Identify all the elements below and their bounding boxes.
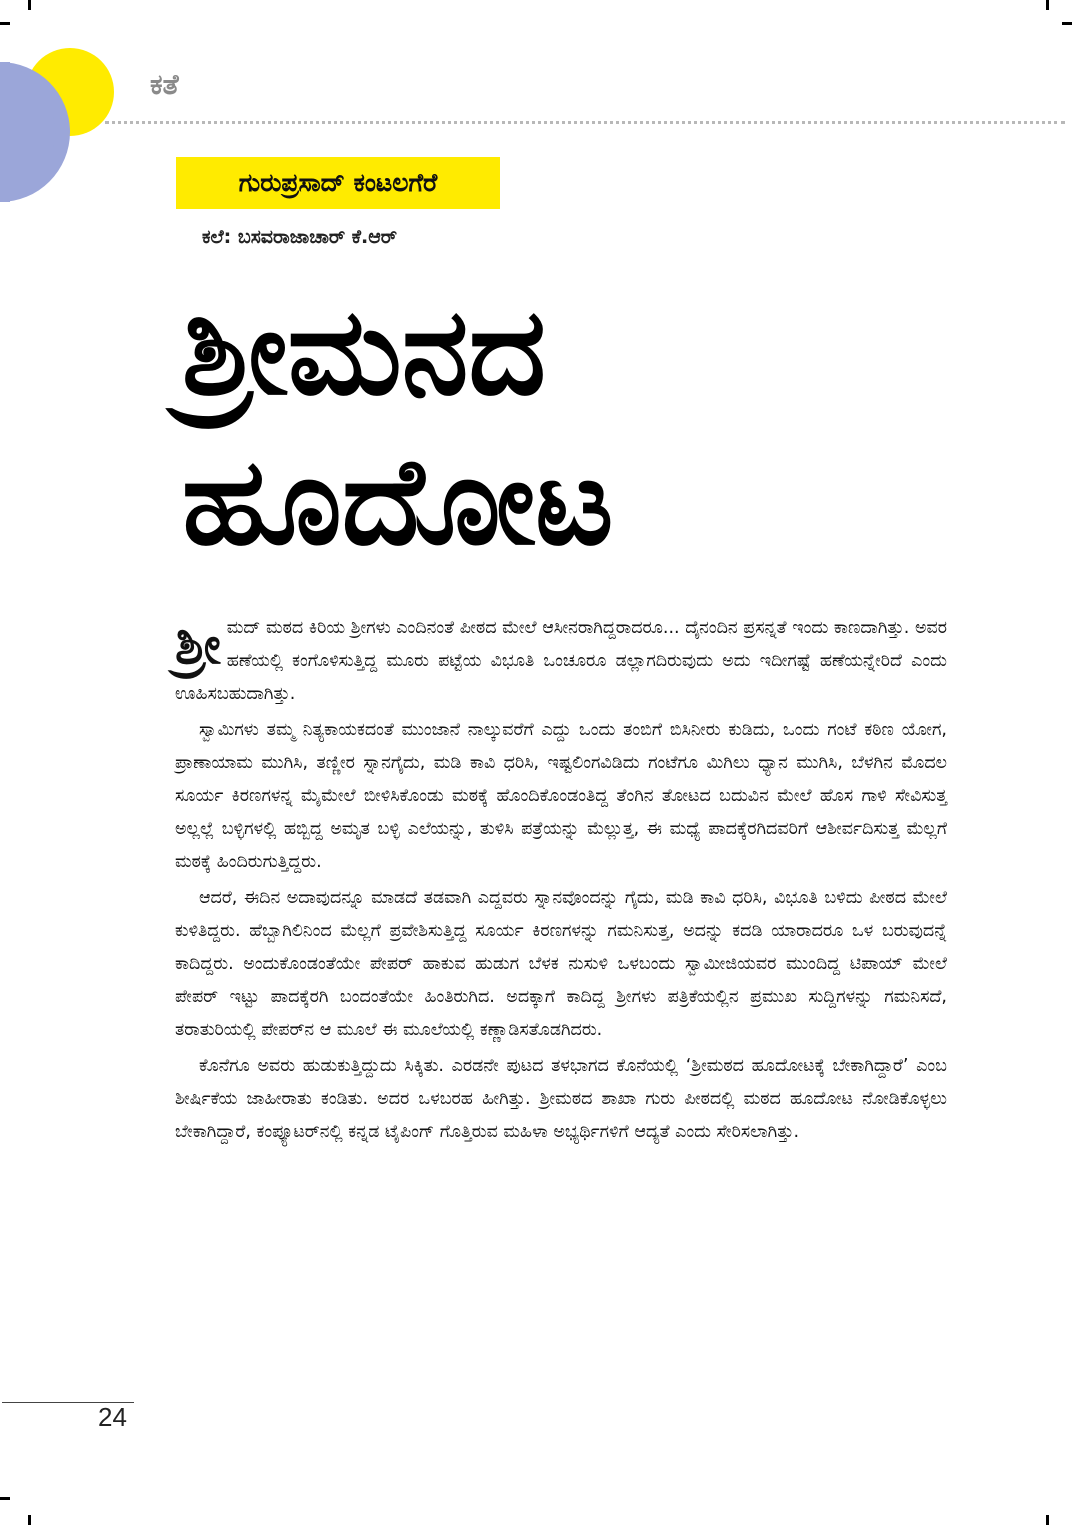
paragraph-1-text: ಮದ್ ಮಠದ ಕಿರಿಯ ಶ್ರೀಗಳು ಎಂದಿನಂತೆ ಪೀಠದ ಮೇಲೆ ಆಸೀನರಾಗಿದ್ದರಾದರೂ... ದೈನಂದಿನ ಪ್ರಸನ್ನತೆ ಇಂದು ಕಾಣದಾಗಿತ್ತು. ಅವರ ಹಣೆಯಲ್ಲಿ ಕಂಗೊಳಿಸುತ್ತಿದ್ದ ಮೂರು ಪಟ್ಟೆಯ ವಿಭೂತಿ ಒಂಚೂರೂ ಡಲ್ಲಾಗದಿರುವುದು ಅದು ಇದೀಗಷ್ಟೆ ಹಣೆಯನ್ನೇರಿದೆ ಎಂದು ಊಹಿಸಬಹುದಾಗಿತ್ತು. [175,618,947,704]
decorative-circles [0,0,130,220]
dotted-divider [105,121,1065,124]
drop-cap: ಶ್ರೀ [175,616,221,676]
story-title [182,278,862,578]
paragraph-2: ಸ್ವಾಮಿಗಳು ತಮ್ಮ ನಿತ್ಯಕಾಯಕದಂತೆ ಮುಂಜಾನೆ ನಾಲ್ಕುವರೆಗೆ ಎದ್ದು ಒಂದು ತಂಬಿಗೆ ಬಿಸಿನೀರು ಕುಡಿದು, ಒಂದು ಗಂಟೆ ಕಠಿಣ ಯೋಗ, ಪ್ರಾಣಾಯಾಮ ಮುಗಿಸಿ, ತಣ್ಣೀರ ಸ್ನಾನಗೈದು, ಮಡಿ ಕಾವಿ ಧರಿಸಿ, ಇಷ್ಟಲಿಂಗವಿಡಿದು ಗಂಟೆಗೂ ಮಿಗಿಲು ಧ್ಯಾನ ಮುಗಿಸಿ, ಬೆಳಗಿನ ಮೊದಲ ಸೂರ್ಯ ಕಿರಣಗಳನ್ನ ಮೈಮೇಲೆ ಬೀಳಿಸಿಕೊಂಡು ಮಠಕ್ಕೆ ಹೊಂದಿಕೊಂಡಂತಿದ್ದ ತೆಂಗಿನ ತೋಟದ ಬದುವಿನ ಮೇಲೆ ಹೊಸ ಗಾಳಿ ಸೇವಿಸುತ್ತ ಅಲ್ಲಲ್ಲೆ ಬಳ್ಳಿಗಳಲ್ಲಿ ಹಬ್ಬಿದ್ದ ಅಮೃತ ಬಳ್ಳಿ ಎಲೆಯನ್ನು, ತುಳಿಸಿ ಪತ್ರೆಯನ್ನು ಮೆಲ್ಲುತ್ತ, ಈ ಮಧ್ಯೆ ಪಾದಕ್ಕೆರಗಿದವರಿಗೆ ಆಶೀರ್ವದಿಸುತ್ತ ಮೆಲ್ಲಗೆ ಮಠಕ್ಕೆ ಹಿಂದಿರುಗುತ್ತಿದ್ದರು. [175,720,947,872]
paragraph-3: ಆದರೆ, ಈದಿನ ಅದಾವುದನ್ನೂ ಮಾಡದೆ ತಡವಾಗಿ ಎದ್ದವರು ಸ್ನಾನವೊಂದನ್ನು ಗೈದು, ಮಡಿ ಕಾವಿ ಧರಿಸಿ, ವಿಭೂತಿ ಬಳಿದು ಪೀಠದ ಮೇಲೆ ಕುಳಿತಿದ್ದರು. ಹೆಬ್ಬಾಗಿಲಿನಿಂದ ಮೆಲ್ಲಗೆ ಪ್ರವೇಶಿಸುತ್ತಿದ್ದ ಸೂರ್ಯ ಕಿರಣಗಳನ್ನು ಗಮನಿಸುತ್ತ, ಅದನ್ನು ಕದಡಿ ಯಾರಾದರೂ ಒಳ ಬರುವುದನ್ನೆ ಕಾದಿದ್ದರು. ಅಂದುಕೊಂಡಂತೆಯೇ ಪೇಪರ್ ಹಾಕುವ ಹುಡುಗ ಬೆಳಕ ನುಸುಳಿ ಒಳಬಂದು ಸ್ವಾಮೀಜಿಯವರ ಮುಂದಿದ್ದ ಟಿಪಾಯ್ ಮೇಲೆ ಪೇಪರ್ ಇಟ್ಟು ಪಾದಕ್ಕೆರಗಿ ಬಂದಂತೆಯೇ ಹಿಂತಿರುಗಿದ. ಅದಕ್ಕಾಗೆ ಕಾದಿದ್ದ ಶ್ರೀಗಳು ಪತ್ರಿಕೆಯಲ್ಲಿನ ಪ್ರಮುಖ ಸುದ್ದಿಗಳನ್ನು ಗಮನಿಸದೆ, ತರಾತುರಿಯಲ್ಲಿ ಪೇಪರ್‌ನ ಆ ಮೂಲೆ ಈ ಮೂಲೆಯಲ್ಲಿ ಕಣ್ಣಾಡಿಸತೊಡಗಿದರು. [175,888,947,1040]
title-line-2: ಹೂದೋಟ [182,433,614,572]
paragraph-4: ಕೊನೆಗೂ ಅವರು ಹುಡುಕುತ್ತಿದ್ದುದು ಸಿಕ್ಕಿತು. ಎರಡನೇ ಪುಟದ ತಳಭಾಗದ ಕೊನೆಯಲ್ಲಿ ‘ಶ್ರೀಮಠದ ಹೂದೋಟಕ್ಕೆ ಬೇಕಾಗಿದ್ದಾರೆ’ ಎಂಬ ಶೀರ್ಷಿಕೆಯ ಜಾಹೀರಾತು ಕಂಡಿತು. ಅದರ ಒಳಬರಹ ಹೀಗಿತ್ತು. ಶ್ರೀಮಠದ ಶಾಖಾ ಗುರು ಪೀಠದಲ್ಲಿ ಮಠದ ಹೂದೋಟ ನೋಡಿಕೊಳ್ಳಲು ಬೇಕಾಗಿದ್ದಾರೆ, ಕಂಪ್ಯೂಟರ್‌ನಲ್ಲಿ ಕನ್ನಡ ಟೈಪಿಂಗ್ ಗೊತ್ತಿರುವ ಮಹಿಳಾ ಅಭ್ಯರ್ಥಿಗಳಿಗೆ ಆದ್ಯತೆ ಎಂದು ಸೇರಿಸಲಾಗಿತ್ತು. [175,1056,947,1142]
author-name: ಗುರುಪ್ರಸಾದ್ ಕಂಟಲಗೆರೆ [238,168,438,197]
paragraph-1 [175,612,947,711]
crop-mark-bottom-left [28,1515,31,1525]
crop-mark-top-right [1046,0,1049,10]
crop-mark-top-right-h [1062,22,1072,25]
crop-mark-bottom-left-h [0,1497,10,1500]
story-body [175,612,947,1152]
author-name-badge [176,157,500,209]
page-number: 24 [98,1402,127,1432]
art-credit: ಕಲೆ: ಬಸವರಾಜಾಚಾರ್ ಕೆ.ಆರ್ [202,226,397,248]
section-label: ಕತೆ [150,68,179,101]
title-line-1: ಶ್ರೀಮನದ [182,283,546,422]
crop-mark-bottom-right [1046,1515,1049,1525]
